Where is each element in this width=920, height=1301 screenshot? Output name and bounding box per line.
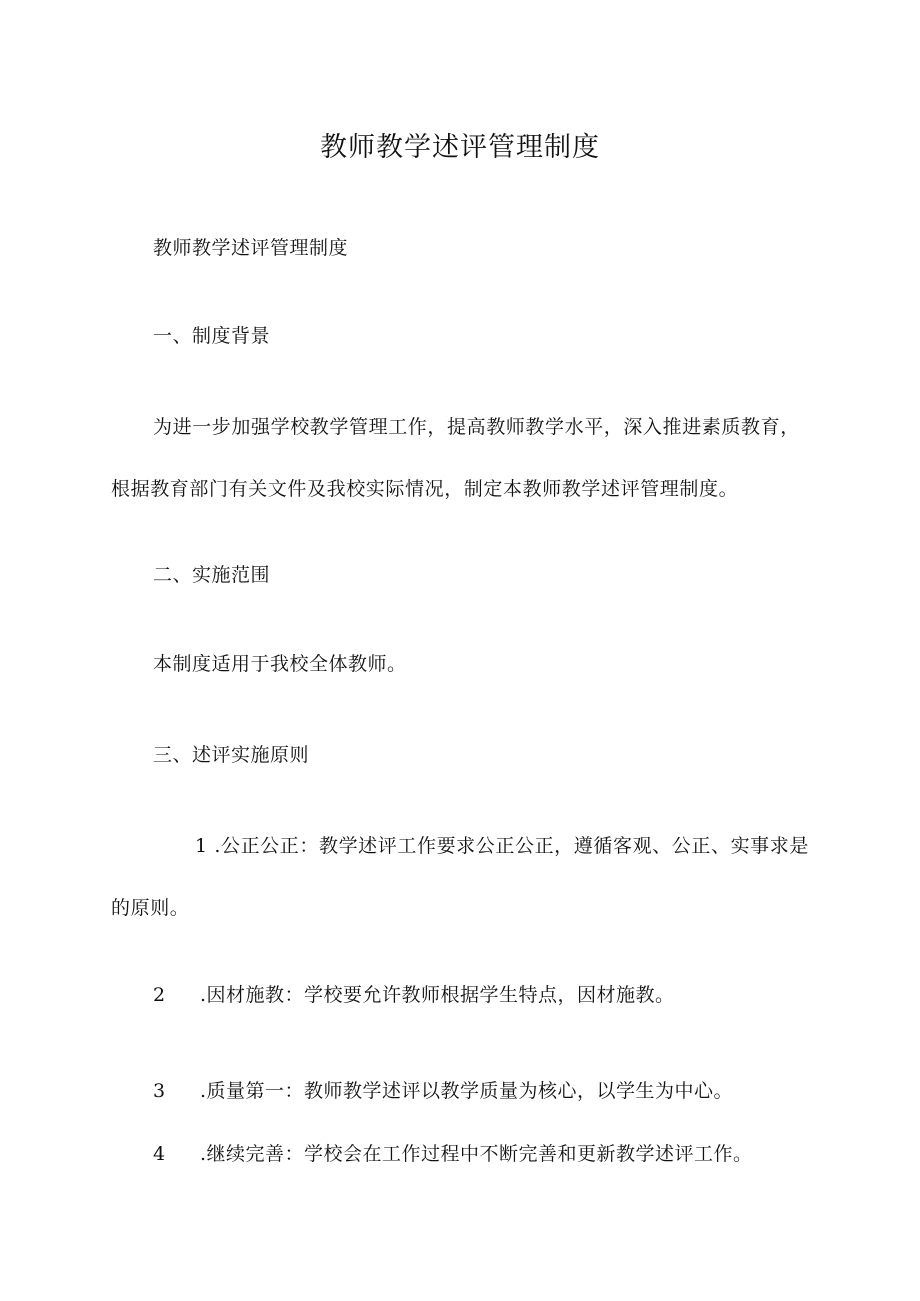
document-subtitle: 教师教学述评管理制度 <box>153 237 349 259</box>
section-heading-background: 一、制度背景 <box>153 325 271 347</box>
principle-item-4 <box>153 1140 753 1168</box>
principle-text: .质量第一：教师教学述评以教学质量为核心，以学生为中心。 <box>200 1080 734 1102</box>
section-body-background: 为进一步加强学校教学管理工作，提高教师教学水平，深入推进素质教育，根据教育部门有关文件及我校实际情况，制定本教师教学述评管理制度。 <box>111 416 800 500</box>
principle-item-3 <box>153 1077 733 1105</box>
principle-number: 3 <box>153 1080 166 1102</box>
principle-number: 1 <box>195 835 208 857</box>
section-heading-scope: 二、实施范围 <box>153 564 271 586</box>
principle-item-2 <box>153 981 675 1009</box>
document-title: 教师教学述评管理制度 <box>320 132 600 163</box>
section-heading-principles: 三、述评实施原则 <box>153 744 310 766</box>
principle-text: .因材施教：学校要允许教师根据学生特点，因材施教。 <box>200 984 675 1006</box>
section-body-scope: 本制度适用于我校全体教师。 <box>153 653 407 675</box>
principle-text: .公正公正：教学述评工作要求公正公正，遵循客观、公正、实事求是的原则。 <box>111 835 809 919</box>
principle-item-1 <box>111 815 811 939</box>
principle-text: .继续完善：学校会在工作过程中不断完善和更新教学述评工作。 <box>200 1143 753 1165</box>
principle-number: 2 <box>153 984 166 1006</box>
principle-number: 4 <box>153 1143 166 1165</box>
